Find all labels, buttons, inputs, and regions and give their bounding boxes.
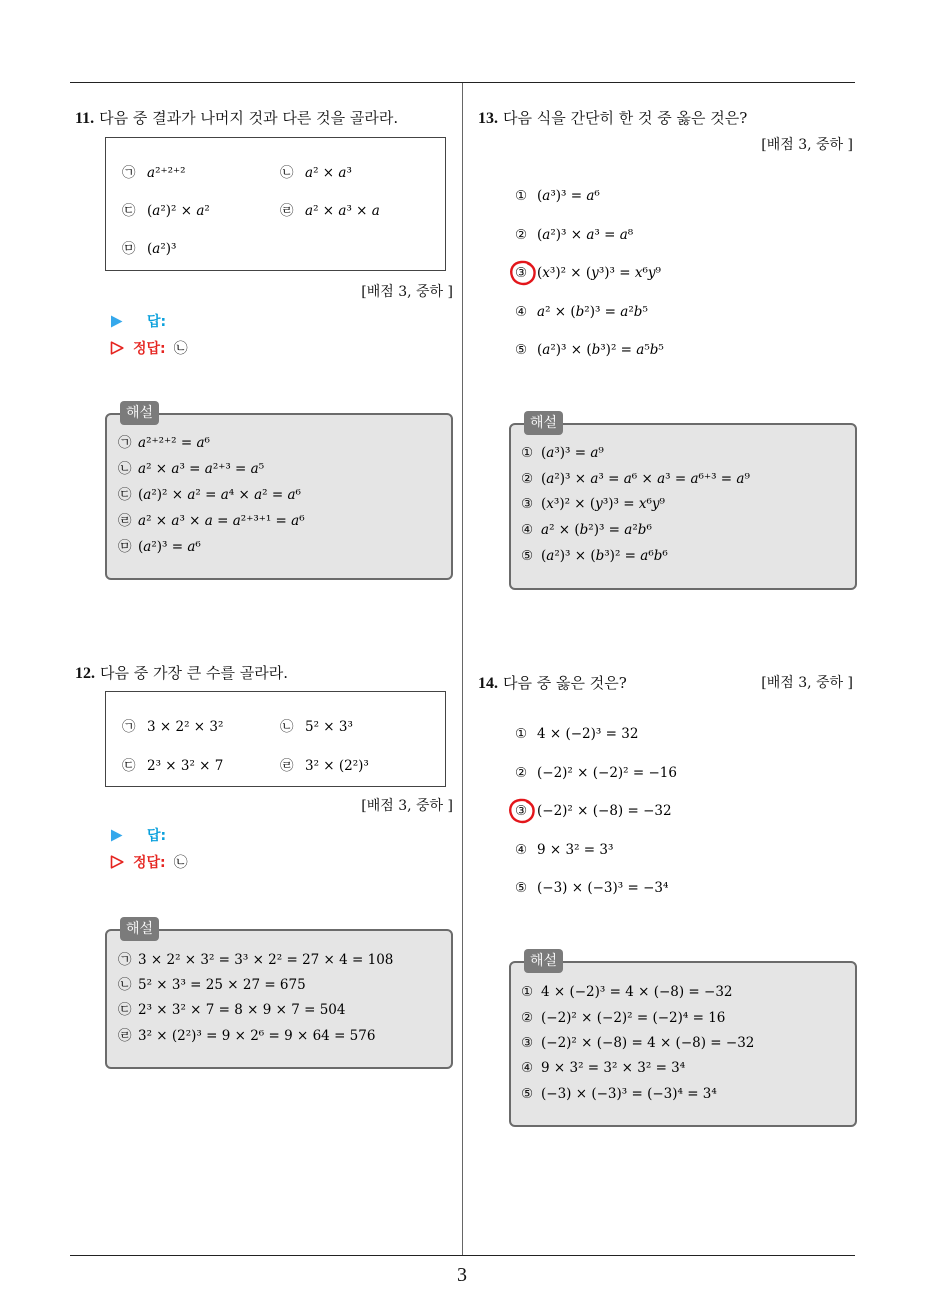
choice-4	[280, 201, 380, 221]
option-expression: (a³)³ = a⁶	[537, 188, 600, 204]
choice-2	[280, 163, 352, 183]
explanation-mark: ㉣	[118, 1028, 132, 1044]
outline-triangle-icon	[110, 855, 124, 869]
question-text: 다음 중 가장 큰 수를 골라라.	[100, 664, 288, 682]
question-14-prompt	[478, 673, 627, 694]
explanation-mark: ㉢	[118, 487, 132, 503]
option-number: ③	[515, 803, 528, 819]
explanation-line	[521, 546, 668, 566]
explanation-mark: ②	[521, 471, 534, 487]
option-5	[515, 878, 668, 898]
explanation-line	[118, 459, 264, 479]
explanation-expression: (a²)³ = a⁶	[138, 539, 201, 555]
option-expression: (−2)² × (−2)² = −16	[537, 765, 677, 781]
explanation-tab: 해설	[120, 401, 159, 425]
option-1	[515, 724, 638, 744]
explanation-expression: (−3) × (−3)³ = (−3)⁴ = 3⁴	[541, 1086, 717, 1102]
option-number: ②	[515, 765, 528, 781]
choice-3	[122, 201, 210, 221]
explanation-tab: 해설	[120, 917, 159, 941]
choice-expression: a² × a³	[305, 165, 352, 181]
choice-expression: a² × a³ × a	[305, 203, 380, 219]
explanation-mark: ②	[521, 1010, 534, 1026]
choice-mark: ㉠	[122, 719, 136, 735]
choice-mark: ㉣	[280, 203, 294, 219]
explanation-expression: (−2)² × (−2)² = (−2)⁴ = 16	[541, 1010, 726, 1026]
choice-mark: ㉠	[122, 165, 136, 181]
choice-expression: a²⁺²⁺²	[147, 165, 186, 181]
correct-answer-row	[110, 852, 188, 872]
explanation-expression: (a²)³ × a³ = a⁶ × a³ = a⁶⁺³ = a⁹	[541, 471, 750, 487]
choice-expression: (a²)² × a²	[147, 203, 210, 219]
explanation-expression: a² × (b²)³ = a²b⁶	[541, 522, 652, 538]
explanation-mark: ③	[521, 1035, 534, 1051]
explanation-expression: (x³)² × (y³)³ = x⁶y⁹	[541, 496, 665, 512]
option-5	[515, 340, 664, 360]
explanation-line	[521, 1084, 717, 1104]
explanation-mark: ⑤	[521, 548, 534, 564]
option-expression: 4 × (−2)³ = 32	[537, 726, 639, 742]
option-expression: (a²)³ × (b³)² = a⁵b⁵	[537, 342, 664, 358]
explanation-expression: 9 × 3² = 3² × 3² = 3⁴	[541, 1060, 686, 1076]
choice-expression: 3² × (2²)³	[305, 758, 369, 774]
answer-label: 답:	[147, 314, 167, 330]
explanation-line	[118, 1000, 346, 1020]
option-expression: (−3) × (−3)³ = −3⁴	[537, 880, 669, 896]
explanation-expression: 5² × 3³ = 25 × 27 = 675	[138, 977, 306, 993]
correct-answer-value: ㉡	[173, 341, 188, 357]
correct-answer-value: ㉡	[173, 855, 188, 871]
answer-row	[110, 825, 166, 845]
explanation-tab: 해설	[524, 949, 563, 973]
explanation-line	[521, 982, 733, 1002]
explanation-mark: ①	[521, 445, 534, 461]
answer-label: 답:	[147, 828, 167, 844]
explanation-expression: a²⁺²⁺² = a⁶	[138, 435, 210, 451]
explanation-line	[521, 1058, 685, 1078]
explanation-line	[521, 1033, 754, 1053]
option-expression: (−2)² × (−8) = −32	[537, 803, 672, 819]
page-number: 3	[457, 1264, 467, 1286]
option-3	[515, 801, 672, 821]
answer-circle-mark	[508, 259, 538, 287]
choice-3	[122, 756, 223, 776]
option-number: ④	[515, 304, 528, 320]
explanation-mark: ④	[521, 1060, 534, 1076]
explanation-line	[118, 511, 305, 531]
column-divider	[462, 83, 463, 1255]
choice-mark: ㉣	[280, 758, 294, 774]
explanation-expression: (a³)³ = a⁹	[541, 445, 604, 461]
option-number: ①	[515, 188, 528, 204]
explanation-mark: ①	[521, 984, 534, 1000]
question-text: 다음 중 결과가 나머지 것과 다른 것을 골라라.	[99, 109, 399, 127]
explanation-line	[118, 485, 301, 505]
explanation-box	[105, 405, 453, 580]
question-number: 13.	[478, 110, 498, 127]
explanation-expression: (−2)² × (−8) = 4 × (−8) = −32	[541, 1035, 755, 1051]
choice-expression: 5² × 3³	[305, 719, 353, 735]
question-number: 12.	[75, 665, 95, 682]
option-number: ②	[515, 227, 528, 243]
filled-triangle-icon	[110, 315, 123, 328]
option-2	[515, 225, 633, 245]
outline-triangle-icon	[110, 341, 124, 355]
question-13-prompt	[478, 108, 747, 129]
explanation-expression: (a²)² × a² = a⁴ × a² = a⁶	[138, 487, 301, 503]
choice-mark: ㉡	[280, 165, 294, 181]
bottom-rule	[70, 1255, 855, 1256]
explanation-mark: ⑤	[521, 1086, 534, 1102]
explanation-mark: ㉣	[118, 513, 132, 529]
explanation-mark: ㉡	[118, 461, 132, 477]
explanation-line	[521, 494, 665, 514]
option-4	[515, 302, 648, 322]
explanation-expression: 3² × (2²)³ = 9 × 2⁶ = 9 × 64 = 576	[138, 1028, 376, 1044]
choice-expression: 2³ × 3² × 7	[147, 758, 224, 774]
explanation-tab: 해설	[524, 411, 563, 435]
option-number: ④	[515, 842, 528, 858]
explanation-mark: ㉤	[118, 539, 132, 555]
explanation-mark: ④	[521, 522, 534, 538]
option-number: ①	[515, 726, 528, 742]
explanation-line	[118, 433, 210, 453]
question-number: 14.	[478, 675, 498, 692]
explanation-line	[521, 443, 604, 463]
option-expression: a² × (b²)³ = a²b⁵	[537, 304, 648, 320]
explanation-line	[118, 1026, 375, 1046]
choice-expression: (a²)³	[147, 241, 177, 257]
explanation-line	[521, 520, 652, 540]
filled-triangle-icon	[110, 829, 123, 842]
explanation-mark: ㉢	[118, 1002, 132, 1018]
answer-row	[110, 311, 166, 331]
explanation-mark: ㉡	[118, 977, 132, 993]
question-number: 11.	[75, 110, 95, 127]
question-text: 다음 식을 간단히 한 것 중 옳은 것은?	[503, 109, 748, 127]
explanation-expression: 2³ × 3² × 7 = 8 × 9 × 7 = 504	[138, 1002, 346, 1018]
correct-answer-label: 정답:	[133, 341, 166, 357]
choice-box	[105, 137, 446, 271]
explanation-line	[118, 950, 393, 970]
choice-1	[122, 163, 186, 183]
score-label: [배점 3, 중하 ]	[761, 137, 853, 153]
option-1	[515, 186, 600, 206]
option-expression: 9 × 3² = 3³	[537, 842, 614, 858]
answer-circle-mark	[507, 797, 537, 825]
option-expression: (a²)³ × a³ = a⁸	[537, 227, 634, 243]
explanation-expression: a² × a³ = a²⁺³ = a⁵	[138, 461, 265, 477]
question-11-prompt	[75, 108, 398, 129]
explanation-expression: 4 × (−2)³ = 4 × (−8) = −32	[541, 984, 733, 1000]
question-text: 다음 중 옳은 것은?	[503, 674, 627, 692]
option-expression: (x³)² × (y³)³ = x⁶y⁹	[537, 265, 661, 281]
choice-5	[122, 239, 176, 259]
explanation-expression: 3 × 2² × 3² = 3³ × 2² = 27 × 4 = 108	[138, 952, 394, 968]
choice-mark: ㉢	[122, 758, 136, 774]
choice-mark: ㉤	[122, 241, 136, 257]
explanation-box	[105, 921, 453, 1069]
explanation-line	[118, 975, 306, 995]
explanation-box	[509, 415, 857, 590]
choice-mark: ㉡	[280, 719, 294, 735]
choice-expression: 3 × 2² × 3²	[147, 719, 224, 735]
choice-1	[122, 717, 223, 737]
correct-answer-label: 정답:	[133, 855, 166, 871]
option-number: ⑤	[515, 880, 528, 896]
option-number: ③	[515, 265, 528, 281]
option-number: ⑤	[515, 342, 528, 358]
choice-mark: ㉢	[122, 203, 136, 219]
explanation-line	[521, 1008, 725, 1028]
choice-box	[105, 691, 446, 787]
option-2	[515, 763, 677, 783]
correct-answer-row	[110, 338, 188, 358]
choice-4	[280, 756, 369, 776]
score-label: [배점 3, 중하 ]	[361, 284, 453, 300]
explanation-line	[118, 537, 201, 557]
explanation-expression: (a²)³ × (b³)² = a⁶b⁶	[541, 548, 668, 564]
choice-2	[280, 717, 353, 737]
option-4	[515, 840, 613, 860]
explanation-mark: ㉠	[118, 435, 132, 451]
explanation-line	[521, 469, 750, 489]
explanation-box	[509, 953, 857, 1127]
explanation-mark: ③	[521, 496, 534, 512]
score-label: [배점 3, 중하 ]	[761, 675, 853, 691]
explanation-mark: ㉠	[118, 952, 132, 968]
score-label: [배점 3, 중하 ]	[361, 798, 453, 814]
question-12-prompt	[75, 663, 288, 684]
explanation-expression: a² × a³ × a = a²⁺³⁺¹ = a⁶	[138, 513, 305, 529]
